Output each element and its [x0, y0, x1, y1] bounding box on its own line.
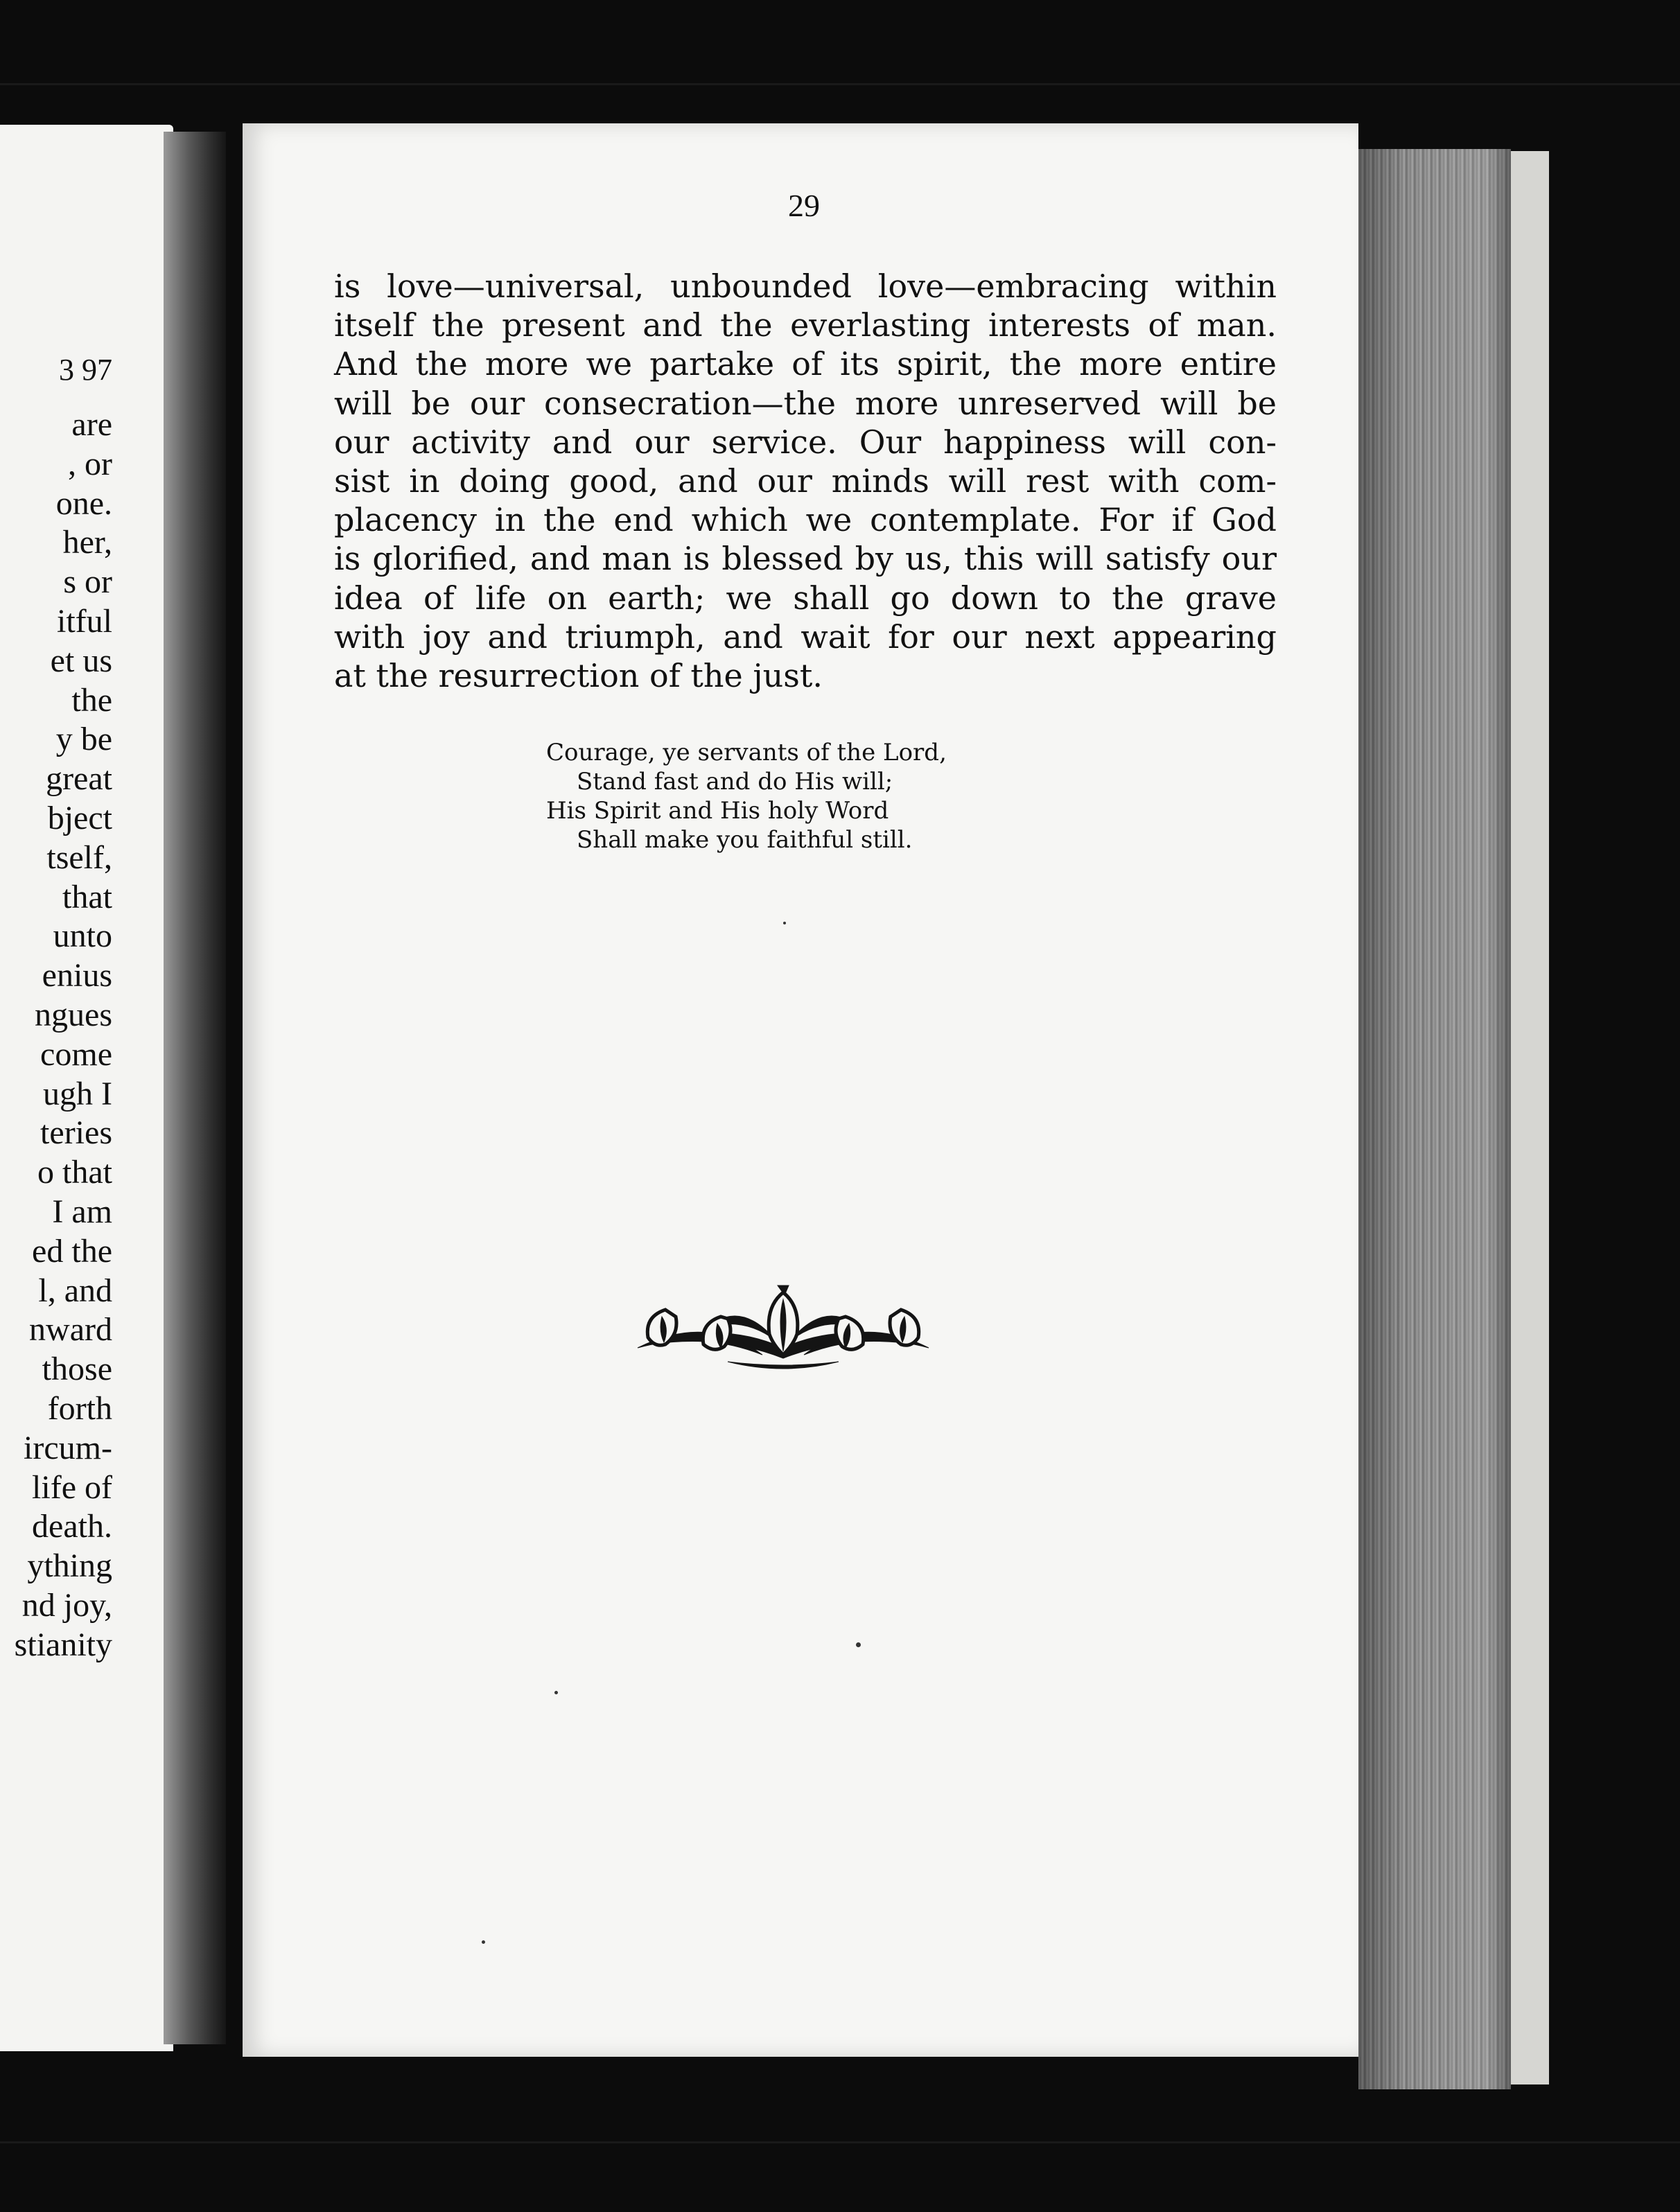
verse-line: Shall make you faithful still.: [577, 826, 913, 854]
body-line: idea of life on earth; we shall go down to the grave: [334, 579, 1277, 617]
paper-speck: [554, 1691, 558, 1694]
verse-line: Courage, ye servants of the Lord,: [546, 739, 947, 766]
scan-line: [0, 83, 1680, 85]
left-page-line: the: [71, 681, 112, 719]
body-line: sist in doing good, and our minds will rest with com-: [334, 462, 1277, 500]
page-number: 29: [788, 188, 820, 223]
verse-line: Stand fast and do His will;: [577, 768, 893, 796]
left-page-line: I am: [52, 1193, 112, 1230]
left-page-line: those: [42, 1351, 112, 1388]
body-line: will be our consecration—the more unreserved will be: [334, 384, 1277, 422]
body-line: itself the present and the everlasting interests of man.: [334, 306, 1277, 344]
body-line: with joy and triumph, and wait for our next appearing: [334, 617, 1277, 656]
paper-speck: [482, 1940, 485, 1944]
left-page-line: nward: [29, 1311, 112, 1349]
left-page-line: come: [40, 1035, 112, 1073]
paper-speck: [783, 922, 786, 924]
left-page-line: ircum-: [24, 1429, 112, 1466]
body-line: at the resurrection of the just.: [334, 657, 823, 695]
left-page-line: that: [62, 878, 112, 915]
hymn-verse: [546, 738, 947, 854]
left-page-line: s or: [63, 563, 112, 601]
left-page-line: ngues: [35, 996, 112, 1033]
left-page-line: l, and: [38, 1272, 112, 1309]
left-page-header: 3 97: [59, 353, 112, 387]
left-page-line: tself,: [46, 839, 112, 876]
left-page-line: ything: [27, 1547, 112, 1585]
floral-ornament-icon: [624, 1279, 943, 1382]
left-page-line: life of: [32, 1468, 112, 1506]
left-page-line: unto: [53, 918, 112, 955]
left-page-line: stianity: [14, 1626, 112, 1663]
body-line: is glorified, and man is blessed by us, this will satisfy our: [334, 540, 1277, 578]
left-page-line: ed the: [32, 1232, 112, 1270]
left-page-line: bject: [47, 799, 112, 836]
left-page-line: death.: [32, 1508, 112, 1545]
page-block-shading: [1358, 149, 1511, 2089]
body-line: our activity and our service. Our happiness will con-: [334, 423, 1277, 461]
left-page-line: ugh I: [43, 1075, 112, 1112]
left-gutter-shadow: [164, 132, 226, 2044]
left-page-line: one.: [55, 484, 112, 522]
paper-speck: [856, 1642, 861, 1647]
verse-line: His Spirit and His holy Word: [546, 797, 889, 825]
scan-line: [0, 2141, 1680, 2143]
body-line: And the more we partake of its spirit, the more entire: [334, 345, 1277, 383]
left-page-line: nd joy,: [21, 1586, 112, 1624]
body-paragraph: [334, 267, 1277, 695]
left-page-line: , or: [68, 445, 112, 482]
left-page-line: itful: [57, 602, 112, 640]
left-page-line: forth: [47, 1389, 112, 1427]
left-page-line: great: [46, 760, 112, 798]
left-page-line: o that: [37, 1154, 112, 1191]
left-page-line: teries: [40, 1114, 112, 1152]
body-line: placency in the end which we contemplate. For if God: [334, 501, 1277, 539]
left-page-line: her,: [62, 524, 112, 561]
left-page-line: enius: [42, 957, 112, 994]
left-page-text: [0, 405, 112, 1665]
cover-board: [1511, 151, 1549, 2084]
body-line: is love—universal, unbounded love—embracing within: [334, 267, 1277, 305]
left-page-line: y be: [55, 721, 112, 758]
left-page-line: et us: [50, 642, 112, 679]
left-page-line: are: [71, 406, 112, 443]
